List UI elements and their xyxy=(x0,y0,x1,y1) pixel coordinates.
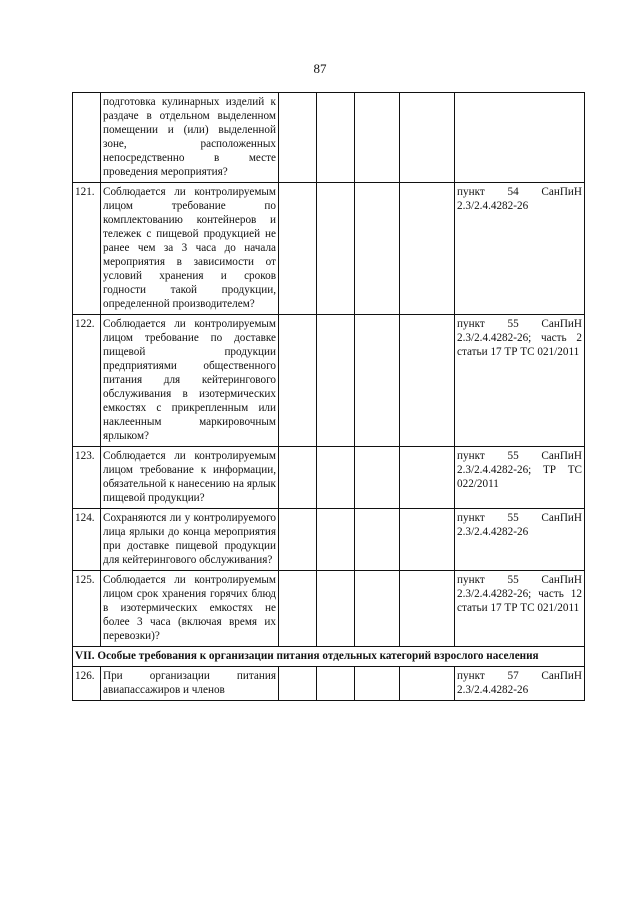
answer-cell-yes xyxy=(279,315,317,447)
row-number: 122. xyxy=(73,315,101,447)
row-number xyxy=(73,93,101,183)
answer-cell-yes xyxy=(279,667,317,701)
table-row xyxy=(73,509,585,571)
answer-cell-no xyxy=(317,93,355,183)
table-row xyxy=(73,667,585,701)
row-reference: пункт 57 СанПиН 2.3/2.4.4282-26 xyxy=(455,667,585,701)
answer-cell-yes xyxy=(279,183,317,315)
row-reference: пункт 55 СанПиН 2.3/2.4.4282-26; ТР ТС 022/2011 xyxy=(455,447,585,509)
row-question: Соблюдается ли контролируемым лицом требование по комплектованию контейнеров и тележек с пищевой продукцией не ранее чем за 3 часа до начала мероприятия в зависимости от условий хранения и сроков годности такой продукции, определенной производителем? xyxy=(101,183,279,315)
section-header-row xyxy=(73,647,585,667)
answer-cell-note xyxy=(400,667,455,701)
answer-cell-na xyxy=(355,93,400,183)
row-reference xyxy=(455,93,585,183)
answer-cell-na xyxy=(355,315,400,447)
answer-cell-no xyxy=(317,315,355,447)
answer-cell-yes xyxy=(279,93,317,183)
answer-cell-na xyxy=(355,447,400,509)
row-question: Соблюдается ли контролируемым лицом требование по доставке пищевой продукции предприятиями общественного питания для кейтерингового обслуживания в изотермических емкостях с прикрепленным или наклеенным маркировочным ярлыком? xyxy=(101,315,279,447)
table-row xyxy=(73,571,585,647)
answer-cell-no xyxy=(317,447,355,509)
answer-cell-no xyxy=(317,571,355,647)
answer-cell-yes xyxy=(279,571,317,647)
row-reference: пункт 55 СанПиН 2.3/2.4.4282-26 xyxy=(455,509,585,571)
answer-cell-yes xyxy=(279,447,317,509)
row-reference: пункт 54 СанПиН 2.3/2.4.4282-26 xyxy=(455,183,585,315)
row-reference: пункт 55 СанПиН 2.3/2.4.4282-26; часть 12 статьи 17 ТР ТС 021/2011 xyxy=(455,571,585,647)
answer-cell-no xyxy=(317,509,355,571)
answer-cell-note xyxy=(400,571,455,647)
answer-cell-no xyxy=(317,183,355,315)
table-row xyxy=(73,183,585,315)
row-number: 126. xyxy=(73,667,101,701)
row-number: 121. xyxy=(73,183,101,315)
table-row xyxy=(73,315,585,447)
checklist-table xyxy=(72,92,585,701)
row-question: Соблюдается ли контролируемым лицом требование к информации, обязательной к нанесению на ярлык пищевой продукции? xyxy=(101,447,279,509)
section-title: VII. Особые требования к организации питания отдельных категорий взрослого населения xyxy=(73,647,585,667)
row-question: Соблюдается ли контролируемым лицом срок хранения горячих блюд в изотермических емкостях не более 3 часа (включая время их перевозки)? xyxy=(101,571,279,647)
answer-cell-note xyxy=(400,315,455,447)
answer-cell-na xyxy=(355,183,400,315)
row-reference: пункт 55 СанПиН 2.3/2.4.4282-26; часть 2 статьи 17 ТР ТС 021/2011 xyxy=(455,315,585,447)
page-number: 87 xyxy=(313,61,327,76)
answer-cell-yes xyxy=(279,509,317,571)
row-question: При организации питания авиапассажиров и членов xyxy=(101,667,279,701)
table-row xyxy=(73,447,585,509)
answer-cell-note xyxy=(400,93,455,183)
table-row xyxy=(73,93,585,183)
answer-cell-note xyxy=(400,183,455,315)
answer-cell-note xyxy=(400,509,455,571)
row-number: 124. xyxy=(73,509,101,571)
row-question: подготовка кулинарных изделий к раздаче в отдельном выделенном помещении и (или) выделенной зоне, расположенных непосредственно в месте проведения мероприятия? xyxy=(101,93,279,183)
answer-cell-note xyxy=(400,447,455,509)
answer-cell-na xyxy=(355,667,400,701)
answer-cell-na xyxy=(355,509,400,571)
row-number: 123. xyxy=(73,447,101,509)
row-question: Сохраняются ли у контролируемого лица ярлыки до конца мероприятия при доставке пищевой продукции для кейтерингового обслуживания? xyxy=(101,509,279,571)
answer-cell-no xyxy=(317,667,355,701)
row-number: 125. xyxy=(73,571,101,647)
answer-cell-na xyxy=(355,571,400,647)
